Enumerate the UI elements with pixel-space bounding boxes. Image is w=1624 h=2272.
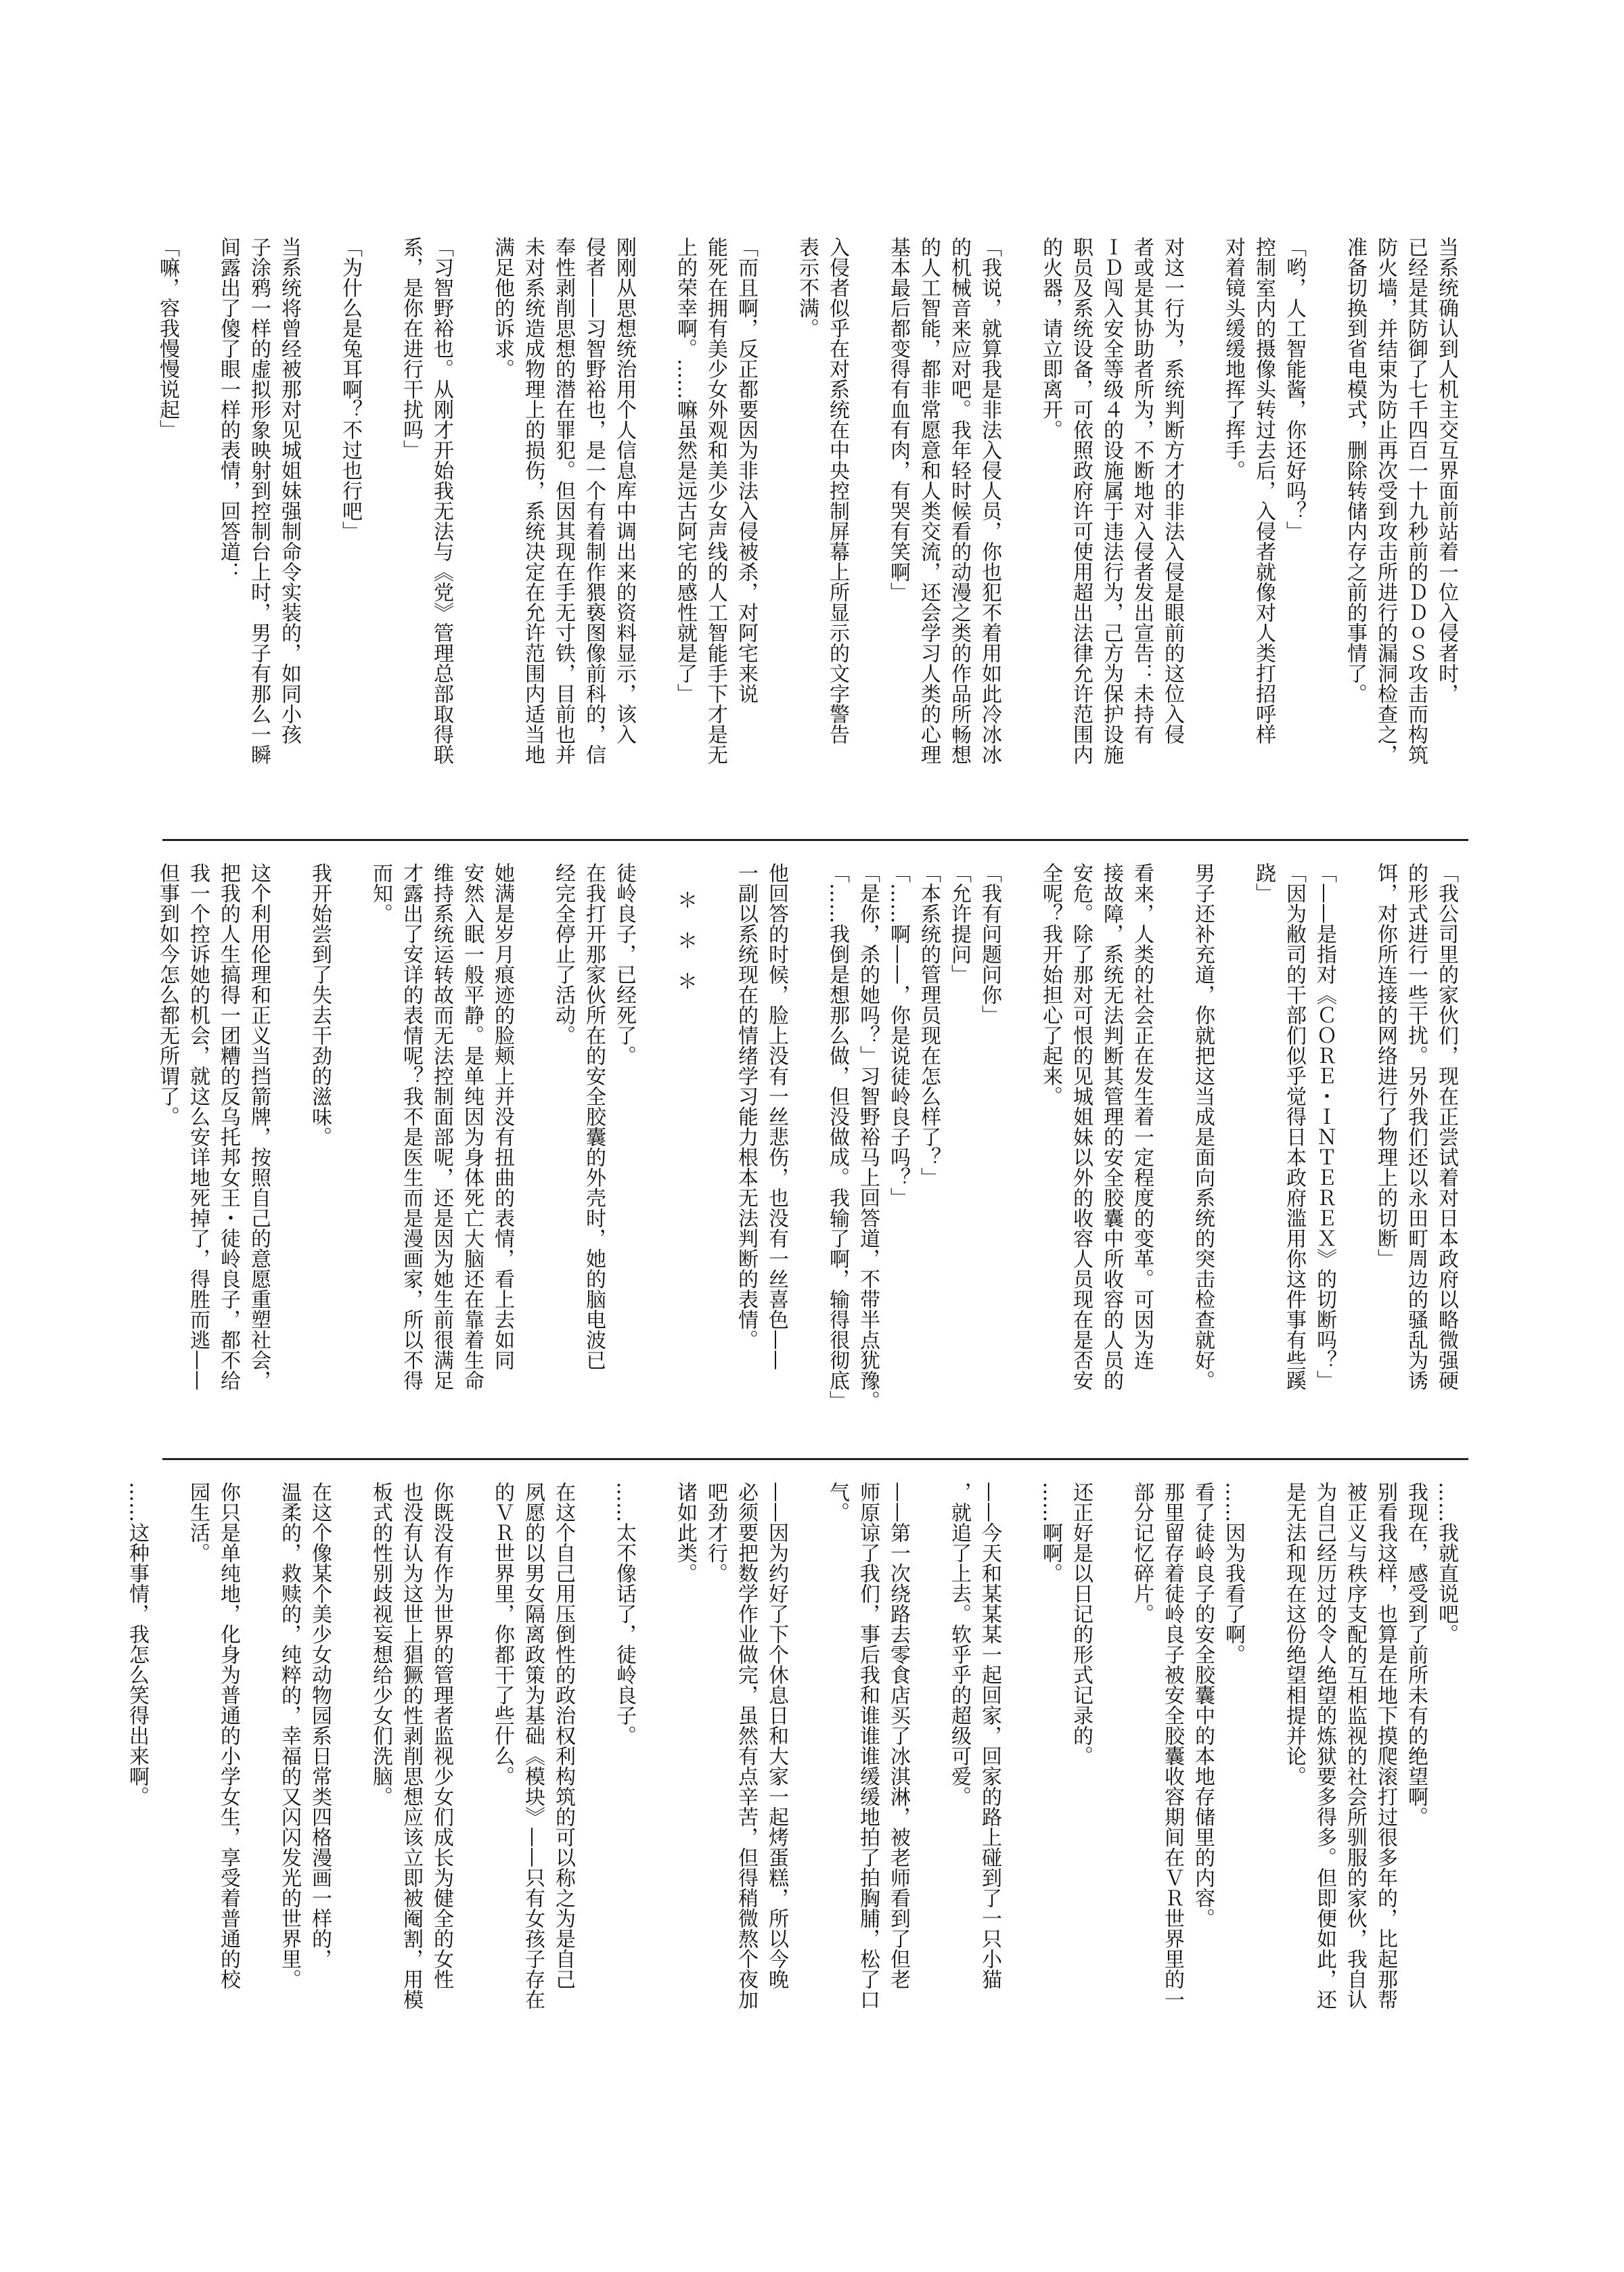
text-line: 子涂鸦一样的虚拟形象映射到控制台上时，男子有那么一瞬 [247, 237, 271, 765]
paragraph-gap [1096, 1482, 1127, 2037]
paragraph-gap [1218, 863, 1248, 1424]
text-line: 诸如此类。 [673, 1482, 697, 1583]
paragraph-gap [1005, 863, 1035, 1424]
text-line: 基本最后都变得有血有肉，有哭有笑啊」 [886, 237, 910, 602]
text-line: 维持系统运转故而无法控制面部呢，还是因为她生前很满足 [430, 863, 453, 1390]
text-line: 「因为敝司的干部们似乎觉得日本政府滥用你这件事有些蹊 [1282, 863, 1306, 1390]
text-line: 全呢？我开始担心了起来。 [1039, 863, 1062, 1106]
text-line: ……我就直说吧。 [1435, 1482, 1458, 1644]
text-line: 者或是其协助者所为，不断地对入侵者发出宣告：未持有 [1130, 237, 1154, 744]
text-line: 在这个像某个美少女动物园系日常类四格漫画一样的， [308, 1482, 332, 1969]
text-line: ……因为我看了啊。 [1221, 1482, 1245, 1664]
text-line: 气。 [826, 1482, 849, 1522]
paragraph-gap [700, 863, 731, 1424]
text-line: 把我的人生搞得一团糟的反乌托邦女王・徒岭良子，都不给 [217, 863, 240, 1390]
text-line: 安然入眠一般平静。是单纯因为身体死亡大脑还在靠着生命 [460, 863, 484, 1390]
text-line: 的人工智能，都非常愿意和人类交流，还会学习人类的心理 [917, 237, 941, 765]
text-line: 他回答的时候，脸上没有一丝悲伤，也没有一丝喜色—— [765, 863, 788, 1370]
paragraph-gap [792, 863, 822, 1424]
paragraph-gap [1005, 1482, 1035, 2037]
paragraph-gap [335, 863, 365, 1424]
text-line: 满足他的诉求。 [491, 237, 514, 379]
paragraph-gap [183, 237, 213, 805]
text-line: 「嘛，容我慢慢说起」 [156, 237, 179, 440]
text-line: 我现在，感受到了前所未有的绝望啊。 [1404, 1482, 1428, 1827]
scene-break: ＊＊＊ [673, 890, 697, 1012]
text-line: 园生活。 [186, 1482, 210, 1563]
text-line: 接故障，系统无法判断其管理的安全胶囊中所收容的人员的 [1100, 863, 1123, 1390]
text-line: 「我公司里的家伙们，现在正尝试着对日本政府以略微强硬 [1435, 863, 1458, 1390]
text-line: 我一个控诉她的机会，就这么安详地死掉了，得胜而逃—— [186, 863, 210, 1390]
paragraph-gap [639, 1482, 670, 2037]
text-line: 看了徒岭良子的安全胶囊中的本地存储里的内容。 [1191, 1482, 1215, 1928]
text-line: 入侵者似乎在对系统在中央控制屏幕上所显示的文字警告 [826, 237, 849, 744]
paragraph-gap [579, 1482, 609, 2037]
text-line: 的火器，请立即离开。 [1039, 237, 1062, 440]
paragraph-gap [853, 237, 883, 805]
text-line: 控制室内的摄像头转过去后，入侵者就像对人类打招呼样 [1252, 237, 1276, 744]
text-line: 「我有问题问你」 [978, 863, 1001, 1025]
text-line: 「是你，杀的她吗？」习智野裕马上回答道，不带半点犹豫。 [856, 863, 880, 1411]
paragraph-gap [1188, 237, 1218, 805]
text-line: 跷」 [1252, 863, 1276, 903]
text-line: 经完全停止了活动。 [551, 863, 575, 1045]
text-line: 师原谅了我们，事后我和谁谁谁缓缓地拍了拍胸脯，松了口 [856, 1482, 880, 2009]
paragraph-gap [1309, 237, 1340, 805]
text-line: 职员及系统设备，可依照政府许可使用超出法律允许范围内 [1069, 237, 1093, 765]
paragraph-gap [639, 237, 670, 805]
text-line: 上的荣幸啊。……嘛虽然是远古阿宅的感性就是了」 [673, 237, 697, 704]
text-line: ——今天和某某某一起回家，回家的路上碰到了一只小猫 [978, 1482, 1001, 1989]
paragraph-gap [335, 1482, 365, 2037]
paragraph-gap [457, 237, 487, 805]
paragraph-gap [914, 1482, 944, 2037]
text-line: 那里留存着徒岭良子被安全胶囊收容期间在ＶＲ世界里的一 [1160, 1482, 1184, 2009]
text-line: 安危。除了那对可恨的见城姐妹以外的收容人员现在是否安 [1069, 863, 1093, 1390]
text-line: 在这个自己用压倒性的政治权利构筑的可以称之为是自己 [551, 1482, 575, 1989]
text-line: 「而且啊，反正都要因为非法入侵被杀，对阿宅来说 [734, 237, 758, 704]
paragraph-gap [1340, 863, 1370, 1424]
text-line: 的形式进行一些干扰。另外我们还以永田町周边的骚乱为诱 [1404, 863, 1428, 1390]
text-line: 防火墙，并结束为防止再次受到攻击所进行的漏洞检查之， [1374, 237, 1397, 765]
text-line: 这个利用伦理和正义当挡箭牌，按照自己的意愿重塑社会， [247, 863, 271, 1390]
text-line: 对着镜头缓缓地挥了挥手。 [1221, 237, 1245, 480]
text-line: 奉性剥削思想的潜在罪犯。但因其现在手无寸铁，目前也并 [551, 237, 575, 765]
text-line: 能死在拥有美少女外观和美少女声线的人工智能手下才是无 [704, 237, 727, 765]
paragraph-gap [761, 237, 792, 805]
text-line: 看来，人类的社会正在发生着一定程度的变革。可因为连 [1130, 863, 1154, 1370]
text-line: 也没有认为这世上猖獗的性剥削思想应该立即被阉割，用模 [399, 1482, 423, 2009]
text-band-bottom [125, 1482, 1462, 2037]
paragraph-gap [1248, 1482, 1279, 2037]
text-line: 「……我倒是想那么做，但没做成。我输了啊，输得很彻底」 [826, 863, 849, 1411]
text-line: 必须要把数学作业做完，虽然有点辛苦，但得稍微熬个夜加 [734, 1482, 758, 2009]
text-line: 一副以系统现在的情绪学习能力根本无法判断的表情。 [734, 863, 758, 1350]
text-line: 而知。 [369, 863, 392, 924]
text-line: 已经是其防御了七千四百一十九秒前的ＤＤｏＳ攻击而构筑 [1404, 237, 1428, 765]
text-line: 「为什么是兔耳啊？不过也行吧」 [338, 237, 362, 541]
paragraph-gap [792, 1482, 822, 2037]
text-line: 你既没有作为世界的管理者监视少女们成长为健全的女性 [430, 1482, 453, 1989]
text-line: ＩＤ闯入安全等级４的设施属于违法行为，己方为保护设施 [1100, 237, 1123, 765]
text-line: ……这种事情，我怎么笑得出来啊。 [125, 1482, 149, 1807]
text-line: 「我说，就算我是非法入侵人员，你也犯不着用如此冷冰冰 [978, 237, 1001, 765]
text-line: 当系统确认到人机主交互界面前站着一位入侵者时， [1435, 237, 1458, 704]
paragraph-gap [639, 863, 670, 1424]
text-line: 「习智野裕也。从刚才开始我无法与《党》管理总部取得联 [430, 237, 453, 765]
paragraph-gap [457, 1482, 487, 2037]
paragraph-gap [365, 237, 396, 805]
paragraph-gap [152, 1482, 183, 2037]
text-line: 间露出了傻了眼一样的表情，回答道： [217, 237, 240, 582]
text-line: 板式的性别歧视妄想给少女们洗脑。 [369, 1482, 392, 1807]
paragraph-gap [1157, 863, 1188, 1424]
text-line: 「——是指对《ＣＯＲＥ・ＩＮＴＥＲＥＸ》的切断吗？」 [1313, 863, 1336, 1390]
paragraph-gap [274, 863, 304, 1424]
text-line: 的机械音来应对吧。我年轻时候看的动漫之类的作品所畅想 [947, 237, 971, 765]
section-divider-1 [162, 839, 1468, 841]
text-band-top [142, 237, 1462, 805]
paragraph-gap [244, 1482, 274, 2037]
text-line: 「……啊——，你是说徒岭良子吗？」 [886, 863, 910, 1208]
text-line: 才露出了安详的表情呢？我不是医生而是漫画家，所以不得 [399, 863, 423, 1390]
text-line: 的ＶＲ世界里，你都干了些什么。 [491, 1482, 514, 1786]
text-line: 表示不满。 [795, 237, 819, 338]
text-line: ——第一次绕路去零食店买了冰淇淋，被老师看到了但老 [886, 1482, 910, 1989]
text-line: 系，是你在进行干扰吗」 [399, 237, 423, 460]
text-band-middle [142, 863, 1462, 1424]
text-line: 对这一行为，系统判断方才的非法入侵是眼前的这位入侵 [1160, 237, 1184, 744]
section-divider-2 [162, 1458, 1468, 1460]
text-line: 「哟，人工智能酱，你还好吗？」 [1282, 237, 1306, 541]
text-line: 但事到如今怎么都无所谓了。 [156, 863, 179, 1127]
text-line: 在我打开那家伙所在的安全胶囊的外壳时，她的脑电波已 [582, 863, 606, 1370]
text-line: 你只是单纯地，化身为普通的小学女生，享受着普通的校 [217, 1482, 240, 1989]
text-line: 为自己经历过的令人绝望的炼狱要多得多。但即便如此，还 [1313, 1482, 1336, 2009]
text-line: 当系统将曾经被那对见城姐妹强制命令实装的，如同小孩 [277, 237, 301, 744]
text-line: 别看我这样，也算是在地下摸爬滚打过很多年的，比起那帮 [1374, 1482, 1397, 2009]
text-line: 侵者——习智野裕也，是一个有着制作猥亵图像前科的，信 [582, 237, 606, 765]
text-line: 温柔的，救赎的，纯粹的，幸福的又闪闪发光的世界里。 [277, 1482, 301, 1989]
text-line: 刚刚从思想统治用个人信息库中调出来的资料显示，该入 [612, 237, 636, 744]
text-line: 徒岭良子，已经死了。 [612, 863, 636, 1066]
text-line: ，就追了上去。软乎乎的超级可爱。 [947, 1482, 971, 1807]
text-line: 还正好是以日记的形式记录的。 [1069, 1482, 1093, 1766]
text-line: ……太不像话了，徒岭良子。 [612, 1482, 636, 1746]
paragraph-gap [1005, 237, 1035, 805]
text-line: 男子还补充道，你就把这当成是面向系统的突击检查就好。 [1191, 863, 1215, 1390]
text-line: 被正义与秩序支配的互相监视的社会所驯服的家伙，我自认 [1343, 1482, 1367, 2009]
text-line: 未对系统造成物理上的损伤，系统决定在允许范围内适当地 [521, 237, 545, 765]
text-line: ——因为约好了下个休息日和大家一起烤蛋糕，所以今晚 [765, 1482, 788, 1989]
text-line: 部分记忆碎片。 [1130, 1482, 1154, 1624]
text-line: 她满是岁月痕迹的脸颊上并没有扭曲的表情，看上去如同 [491, 863, 514, 1370]
text-line: 我开始尝到了失去干劲的滋味。 [308, 863, 332, 1147]
text-line: 饵，对你所连接的网络进行了物理上的切断」 [1374, 863, 1397, 1269]
text-line: 「本系统的管理员现在怎么样了？」 [917, 863, 941, 1187]
paragraph-gap [304, 237, 335, 805]
text-line: 吧劲才行。 [704, 1482, 727, 1583]
paragraph-gap [518, 863, 548, 1424]
text-line: 是无法和现在这份绝望相提并论。 [1282, 1482, 1306, 1786]
text-line: 夙愿的以男女隔离政策为基础《模块》——只有女孩子存在 [521, 1482, 545, 2009]
text-line: 「允许提问」 [947, 863, 971, 984]
text-line: 准备切换到省电模式，删除转储内存之前的事情了。 [1343, 237, 1367, 704]
text-line: ……啊啊。 [1039, 1482, 1062, 1583]
